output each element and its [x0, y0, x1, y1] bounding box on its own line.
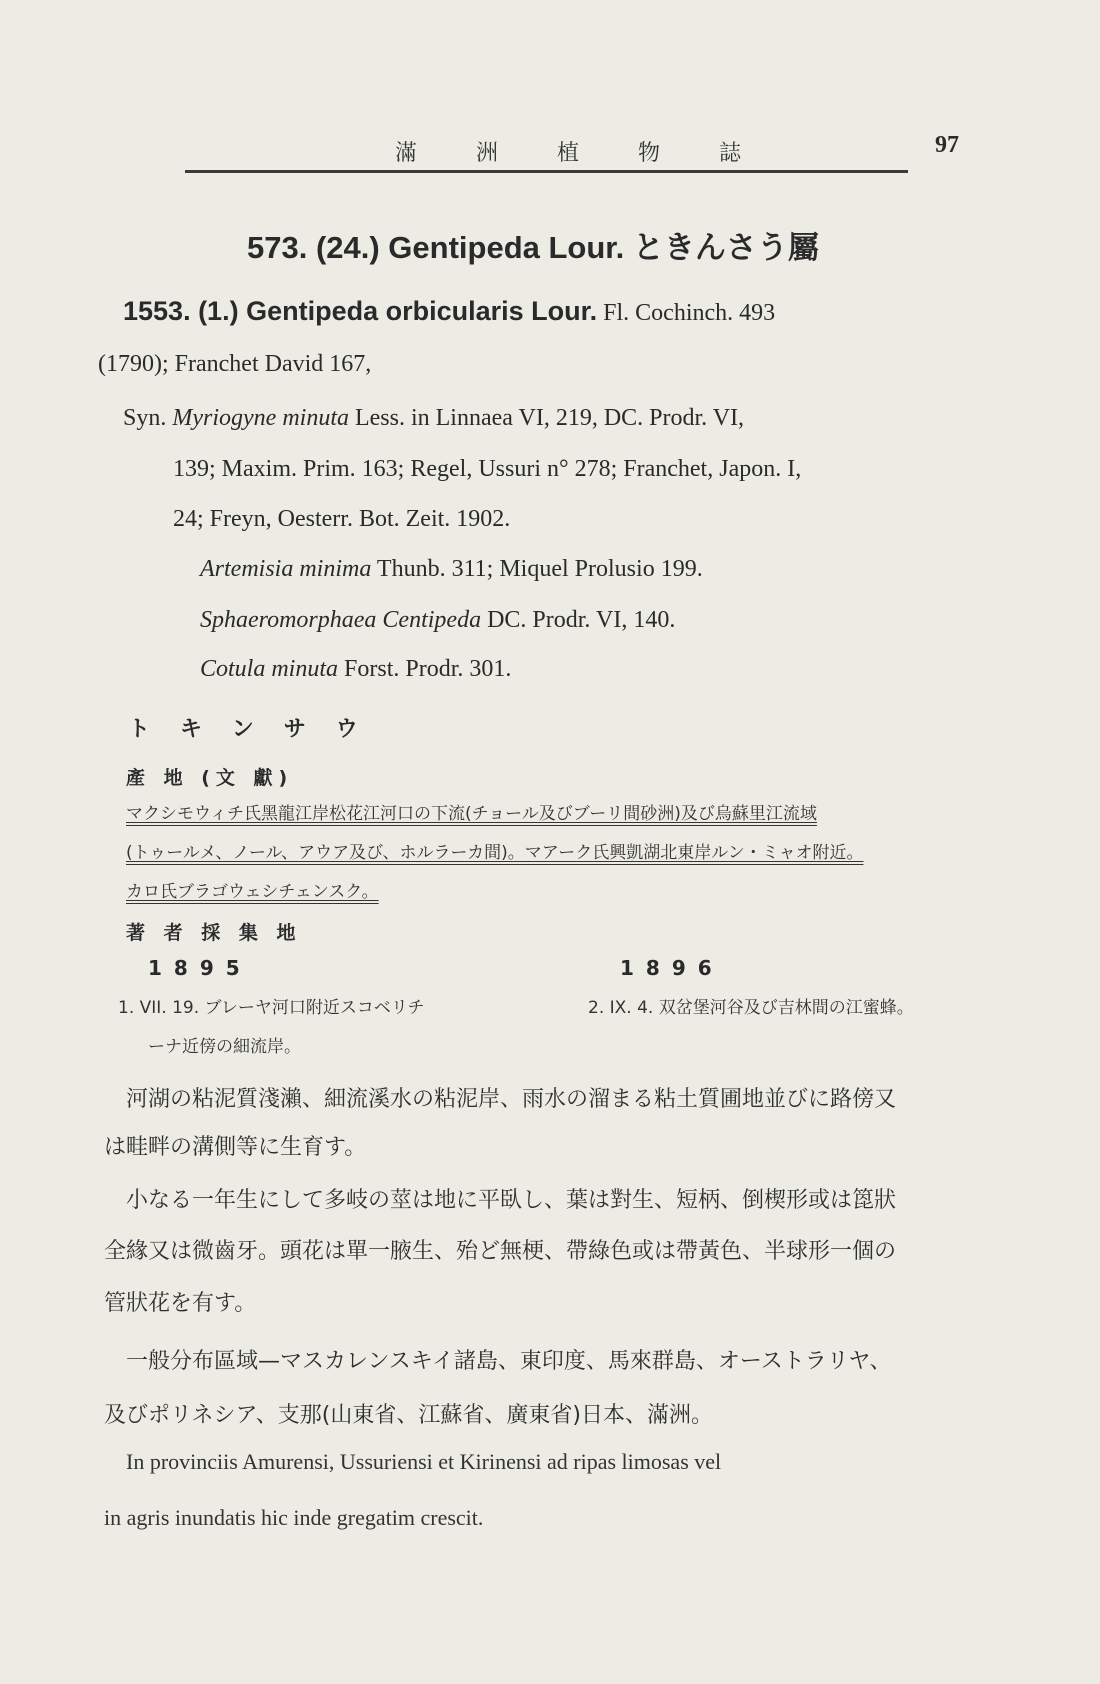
year-1895: 1895	[148, 956, 252, 980]
syn4-name: Cotula minuta	[200, 656, 339, 682]
synonym-2	[200, 556, 703, 583]
collection-entry-1-line-1: 1. VII. 19. ブレーヤ河口附近スコベリチ	[118, 998, 425, 1018]
syn2-name: Artemisia minima	[200, 556, 372, 582]
synonym-3	[200, 607, 675, 634]
synonym-1-cont-1: 139; Maxim. Prim. 163; Regel, Ussuri n° 278; Franchet, Japon. I,	[173, 456, 802, 482]
locality-line-2: (トゥールメ、ノール、アウア及び、ホルラーカ間)。マアーク氏興凱湖北東岸ルン・ミャオ附近。	[126, 843, 864, 863]
distribution-line-2: 及びポリネシア、支那(山東省、江蘇省、廣東省)日本、滿洲。	[104, 1403, 713, 1428]
distribution-line-1: 一般分布區域—マスカレンスキイ諸島、東印度、馬來群島、オーストラリヤ、	[126, 1349, 892, 1374]
year-1896: 1896	[620, 956, 724, 980]
synonym-1-cont-2: 24; Freyn, Oesterr. Bot. Zeit. 1902.	[173, 506, 511, 532]
synonym-4	[200, 656, 511, 683]
description-line-2: 全緣又は微齒牙。頭花は單一腋生、殆ど無梗、帶綠色或は帶黃色、半球形一個の	[104, 1239, 897, 1264]
description-line-3: 管狀花を有す。	[104, 1291, 257, 1316]
habitat-line-2: は畦畔の溝側等に生育す。	[104, 1135, 367, 1160]
collection-entry-1-line-2: ーナ近傍の細流岸。	[148, 1037, 301, 1057]
locality-heading: 產 地 (文 獻)	[126, 767, 294, 789]
syn4-ref: Forst. Prodr. 301.	[344, 656, 512, 682]
habitat-line-1: 河湖の粘泥質淺瀨、細流溪水の粘泥岸、雨水の溜まる粘土質圃地並びに路傍又	[126, 1087, 897, 1112]
syn3-name: Sphaeromorphaea Centipeda	[200, 607, 482, 633]
synonym-1	[123, 405, 744, 432]
syn1-name: Myriogyne minuta	[172, 405, 349, 431]
syn2-ref: Thunb. 311; Miquel Prolusio 199.	[376, 556, 703, 582]
latin-line-1: In provinciis Amurensi, Ussuriensi et Kirinensi ad ripas limosas vel	[126, 1449, 722, 1474]
japanese-name: トキンサウ	[128, 717, 388, 742]
species-line-1	[123, 296, 775, 327]
running-header-title: 滿 洲 植 物 誌	[395, 141, 767, 166]
latin-line-2: in agris inundatis hic inde gregatim crescit.	[104, 1505, 484, 1530]
locality-line-3: カロ氏ブラゴウェシチェンスク。	[126, 882, 379, 902]
collection-heading: 著 者 採 集 地	[126, 922, 302, 944]
syn-prefix: Syn.	[123, 405, 167, 431]
locality-line-1: マクシモウィチ氏黑龍江岸松花江河口の下流(チョール及びブーリ間砂洲)及び烏蘇里江流域	[126, 804, 817, 824]
page-number: 97	[935, 132, 959, 158]
species-name: 1553. (1.) Gentipeda orbicularis Lour.	[123, 296, 598, 326]
species-citation: Fl. Cochinch. 493	[603, 300, 776, 326]
collection-entry-2: 2. IX. 4. 双岔堡河谷及び吉林間の江蜜蜂。	[588, 998, 914, 1018]
genus-heading: 573. (24.) Gentipeda Lour. ときんさう屬	[247, 230, 819, 265]
description-line-1: 小なる一年生にして多岐の莖は地に平臥し、葉は對生、短柄、倒楔形或は箆狀	[126, 1188, 897, 1213]
header-rule	[185, 170, 908, 173]
species-line-2: (1790); Franchet David 167,	[98, 351, 372, 377]
syn1-ref: Less. in Linnaea VI, 219, DC. Prodr. VI,	[354, 405, 745, 431]
syn3-ref: DC. Prodr. VI, 140.	[487, 607, 676, 633]
